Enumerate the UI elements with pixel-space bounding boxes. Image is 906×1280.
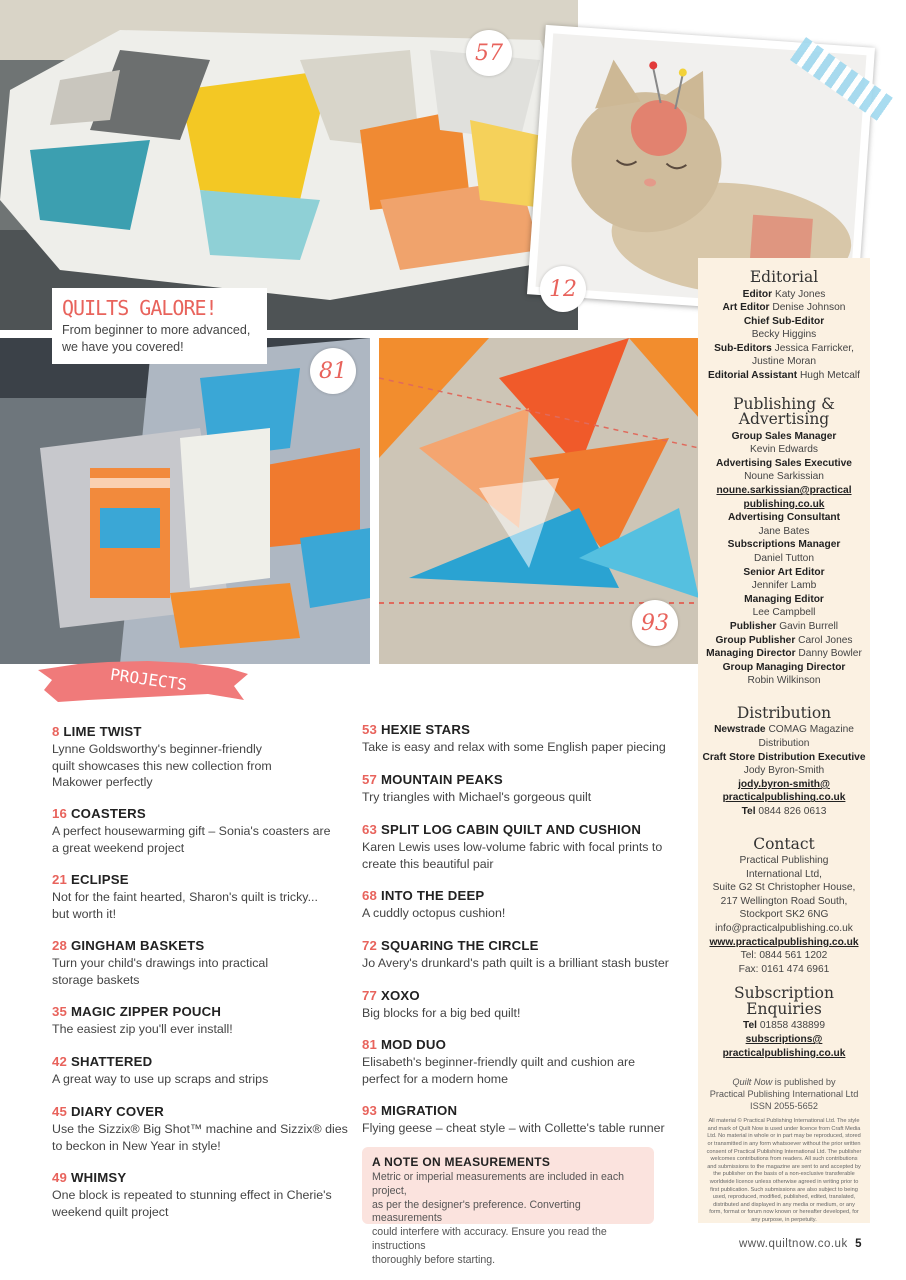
project-desc: Flying geese – cheat style – with Collette's table runner: [362, 1121, 665, 1135]
project-number: 72: [362, 938, 378, 953]
staff-name: Jane Bates: [758, 525, 810, 537]
project-number: 49: [52, 1170, 68, 1185]
page-badge-81: 81: [310, 348, 356, 394]
project-item[interactable]: [362, 988, 692, 1022]
contact-email[interactable]: info@practicalpublishing.co.uk: [715, 923, 853, 935]
project-desc: Big blocks for a big bed quilt!: [362, 1006, 521, 1020]
heading-line: Advertising: [738, 410, 830, 429]
project-number: 63: [362, 822, 378, 837]
project-desc: weekend quilt project: [52, 1204, 169, 1219]
project-desc: Karen Lewis uses low-volume fabric with focal prints to: [362, 840, 663, 854]
project-title: LIME TWIST: [63, 724, 142, 739]
project-desc: Turn your child's drawings into practical: [52, 956, 269, 970]
callout-subtitle-line: we have you covered!: [62, 339, 184, 354]
project-title: INTO THE DEEP: [380, 888, 485, 903]
publishing-list: [698, 430, 870, 688]
staff-name: Lee Campbell: [752, 607, 816, 619]
callout-subtitle-line: From beginner to more advanced,: [62, 323, 251, 337]
mod-duo-photo: [0, 338, 370, 664]
tel-label: Tel: [743, 1020, 757, 1032]
publisher-name: Practical Publishing International Ltd: [709, 1089, 859, 1100]
staff-name: Denise Johnson: [772, 302, 846, 314]
email-part: practicalpublishing.co.uk: [722, 792, 846, 804]
project-desc: to beckon in New Year in style!: [52, 1138, 221, 1153]
project-desc: but worth it!: [52, 906, 117, 921]
email-part: noune.sarkissian@practical: [716, 485, 852, 497]
staff-role: Advertising Consultant: [727, 512, 841, 524]
contact-fax: Fax: 0161 474 6961: [738, 963, 830, 975]
project-desc: quilt showcases this new collection from: [52, 758, 272, 773]
quilts-galore-callout: [52, 288, 267, 364]
project-number: 53: [362, 722, 378, 737]
project-number: 35: [52, 1004, 68, 1019]
project-title: SPLIT LOG CABIN QUILT AND CUSHION: [380, 822, 642, 837]
staff-role: Publisher: [729, 620, 777, 632]
page-badge-93: 93: [632, 600, 678, 646]
distribution-list: [698, 723, 870, 818]
staff-role: Group Sales Manager: [731, 430, 837, 442]
project-desc: Not for the faint hearted, Sharon's quilt is tricky...: [52, 890, 318, 904]
project-item[interactable]: [52, 1054, 352, 1088]
email-link[interactable]: [698, 778, 870, 805]
project-title: XOXO: [380, 988, 420, 1003]
project-item[interactable]: [52, 724, 352, 791]
project-item[interactable]: [52, 1004, 352, 1038]
legal-text: All material © Practical Publishing International Ltd. The style and mark of Quilt Now is used under licence from Craft Media Ltd. No material in whole or in part may be reproduced, stored or transmitted in any form whatsoever without the prior written consent of Practical Publishing International Ltd. The publisher welcomes contributions from readers. All such contributions and submissions to the magazine are sent to and accepted by the publisher on the basis of a non-exclusive transferable worldwide licence unless otherwise agreed in writing prior to first publication. Such submissions are also subject to being used, reproduced, modified, published, edited, translated, distributed and displayed in any media or medium, or any form, format or forum now known or hereafter developed, for any purpose, in perpetuity.: [706, 1118, 862, 1223]
staff-role: Senior Art Editor: [743, 566, 825, 578]
subscription-list: [698, 1019, 870, 1060]
staff-name: Katy Jones: [774, 288, 826, 300]
publishing-heading: [698, 394, 870, 429]
page-number: 5: [855, 1238, 862, 1250]
staff-role: Advertising Sales Executive: [716, 457, 852, 469]
heading-line: Publishing &: [733, 394, 835, 413]
project-title: MOUNTAIN PEAKS: [380, 772, 503, 787]
note-body: [372, 1171, 646, 1267]
staff-name: Noune Sarkissian: [744, 471, 824, 483]
callout-subtitle: [62, 322, 267, 356]
email-link[interactable]: [698, 484, 870, 511]
page-badge-12: 12: [540, 266, 586, 312]
heading-line: Subscription: [734, 984, 834, 1003]
project-number: 57: [362, 772, 378, 787]
staff-name: Jessica Farricker,: [774, 342, 854, 354]
project-desc: A perfect housewarming gift – Sonia's coasters are: [52, 824, 331, 838]
project-number: 8: [52, 724, 60, 739]
project-number: 42: [52, 1054, 68, 1069]
project-title: GINGHAM BASKETS: [70, 938, 205, 953]
email-part: subscriptions@: [745, 1034, 823, 1046]
note-title: A NOTE ON MEASUREMENTS: [372, 1155, 551, 1169]
staff-role: Art Editor: [722, 302, 770, 314]
email-link[interactable]: [698, 1033, 870, 1060]
issn: ISSN 2055-5652: [750, 1101, 818, 1112]
project-desc: create this beautiful pair: [362, 856, 494, 871]
project-title: DIARY COVER: [70, 1104, 165, 1119]
project-number: 68: [362, 888, 378, 903]
tel-number: 01858 438899: [759, 1020, 825, 1032]
staff-role: Managing Editor: [744, 593, 824, 605]
email-part: publishing.co.uk: [743, 498, 825, 510]
project-number: 93: [362, 1103, 378, 1118]
project-item[interactable]: [52, 938, 352, 988]
publisher-info: [698, 1076, 870, 1112]
project-number: 28: [52, 938, 68, 953]
staff-name: Becky Higgins: [751, 329, 817, 341]
staff-role: Managing Director: [706, 648, 796, 660]
project-title: MOD DUO: [380, 1037, 447, 1052]
note-line: as per the designer's preference. Converting measurements: [372, 1198, 581, 1225]
callout-title: QUILTS GALORE!: [62, 296, 217, 320]
project-title: ECLIPSE: [70, 872, 129, 887]
project-number: 45: [52, 1104, 68, 1119]
project-item[interactable]: [362, 822, 692, 872]
project-number: 81: [362, 1037, 378, 1052]
project-title: MIGRATION: [380, 1103, 458, 1118]
contact-list: [698, 854, 870, 976]
published-text: is published by: [772, 1077, 836, 1088]
project-title: SQUARING THE CIRCLE: [380, 938, 539, 953]
staff-role: Group Managing Director: [722, 661, 846, 673]
project-item[interactable]: [362, 722, 692, 756]
project-desc: Take is easy and relax with some English paper piecing: [362, 740, 666, 754]
project-title: COASTERS: [70, 806, 146, 821]
project-desc: a great weekend project: [52, 840, 185, 855]
staff-role: Chief Sub-Editor: [743, 315, 825, 327]
note-line: thoroughly before starting.: [372, 1253, 496, 1266]
project-desc: Lynne Goldsworthy's beginner-friendly: [52, 742, 262, 756]
note-line: could interfere with accuracy. Ensure you read the instructions: [372, 1226, 607, 1252]
project-title: SHATTERED: [70, 1054, 153, 1069]
staff-name: Jennifer Lamb: [751, 580, 817, 592]
project-desc: A great way to use up scraps and strips: [52, 1072, 269, 1086]
project-item[interactable]: [52, 1170, 352, 1220]
address-line: Stockport SK2 6NG: [739, 909, 829, 921]
staff-role: Editor: [742, 288, 773, 300]
staff-role: Sub-Editors: [714, 342, 772, 354]
staff-name: COMAG Magazine: [768, 724, 854, 736]
staff-name: Gavin Burrell: [779, 620, 839, 632]
project-desc: Jo Avery's drunkard's path quilt is a brilliant stash buster: [362, 956, 669, 970]
project-item[interactable]: [52, 1104, 352, 1154]
project-title: MAGIC ZIPPER POUCH: [70, 1004, 222, 1019]
project-desc: A cuddly octopus cushion!: [362, 906, 506, 920]
staff-name: Jody Byron-Smith: [743, 765, 825, 777]
staff-name: Kevin Edwards: [750, 444, 818, 456]
project-item[interactable]: [362, 888, 692, 922]
project-number: 16: [52, 806, 68, 821]
projects-label: PROJECTS: [109, 664, 189, 695]
project-desc: Makower perfectly: [52, 775, 153, 790]
staff-name: Daniel Tutton: [753, 553, 815, 564]
project-desc: One block is repeated to stunning effect in Cherie's: [52, 1188, 332, 1202]
address-line: 217 Wellington Road South,: [720, 895, 848, 907]
staff-role: Group Publisher: [715, 634, 796, 646]
address-line: Practical Publishing: [739, 855, 829, 867]
address-line: Suite G2 St Christopher House,: [712, 882, 856, 894]
subscription-heading: [698, 986, 870, 1017]
project-desc: Try triangles with Michael's gorgeous quilt: [362, 790, 592, 804]
project-item[interactable]: [52, 806, 352, 856]
footer-url[interactable]: www.quiltnow.co.uk: [738, 1238, 848, 1250]
heading-line: Enquiries: [746, 999, 822, 1018]
email-part: jody.byron-smith@: [738, 778, 830, 790]
staff-role: Newstrade: [714, 724, 766, 736]
address-line: International Ltd,: [746, 868, 822, 880]
project-title: HEXIE STARS: [380, 722, 471, 737]
staff-name: Distribution: [758, 738, 810, 750]
project-item[interactable]: [362, 1103, 692, 1137]
project-desc: Elisabeth's beginner-friendly quilt and cushion are: [362, 1055, 636, 1069]
project-item[interactable]: [362, 938, 692, 972]
project-number: 77: [362, 988, 378, 1003]
tel-number: 0844 826 0613: [758, 806, 827, 817]
project-desc: The easiest zip you'll ever install!: [52, 1022, 233, 1036]
editorial-list: [698, 288, 870, 383]
website-link[interactable]: www.practicalpublishing.co.uk: [709, 936, 859, 948]
project-desc: perfect for a modern home: [362, 1071, 509, 1086]
staff-role: Craft Store Distribution Executive: [702, 751, 866, 763]
project-item[interactable]: [362, 1037, 692, 1087]
contact-tel: Tel: 0844 561 1202: [740, 950, 828, 962]
measurements-note: [362, 1147, 654, 1266]
project-item[interactable]: [52, 872, 352, 922]
projects-banner: [38, 660, 248, 706]
project-desc: storage baskets: [52, 972, 140, 987]
page-badge-57: 57: [466, 30, 512, 76]
project-desc: Use the Sizzix® Big Shot™ machine and Sizzix® dies: [52, 1122, 348, 1136]
staff-panel: [698, 258, 870, 1223]
staff-role: Editorial Assistant: [708, 370, 798, 382]
email-part: practicalpublishing.co.uk: [722, 1047, 846, 1059]
staff-name: Carol Jones: [798, 634, 853, 646]
staff-name: Danny Bowler: [798, 648, 862, 660]
note-line: Metric or imperial measurements are included in each project,: [372, 1171, 625, 1197]
staff-role: Subscriptions Manager: [727, 539, 841, 551]
staff-name: Justine Moran: [752, 356, 816, 368]
page-footer: [739, 1238, 862, 1250]
contact-heading: Contact: [753, 834, 815, 853]
project-title: WHIMSY: [70, 1170, 127, 1185]
distribution-heading: Distribution: [736, 703, 832, 722]
project-item[interactable]: [362, 772, 692, 806]
editorial-heading: Editorial: [749, 268, 819, 286]
staff-name: Robin Wilkinson: [747, 675, 821, 687]
project-number: 21: [52, 872, 68, 887]
tel-label: Tel: [741, 806, 756, 817]
magazine-name: Quilt Now: [732, 1077, 773, 1088]
staff-name: Hugh Metcalf: [799, 370, 860, 382]
